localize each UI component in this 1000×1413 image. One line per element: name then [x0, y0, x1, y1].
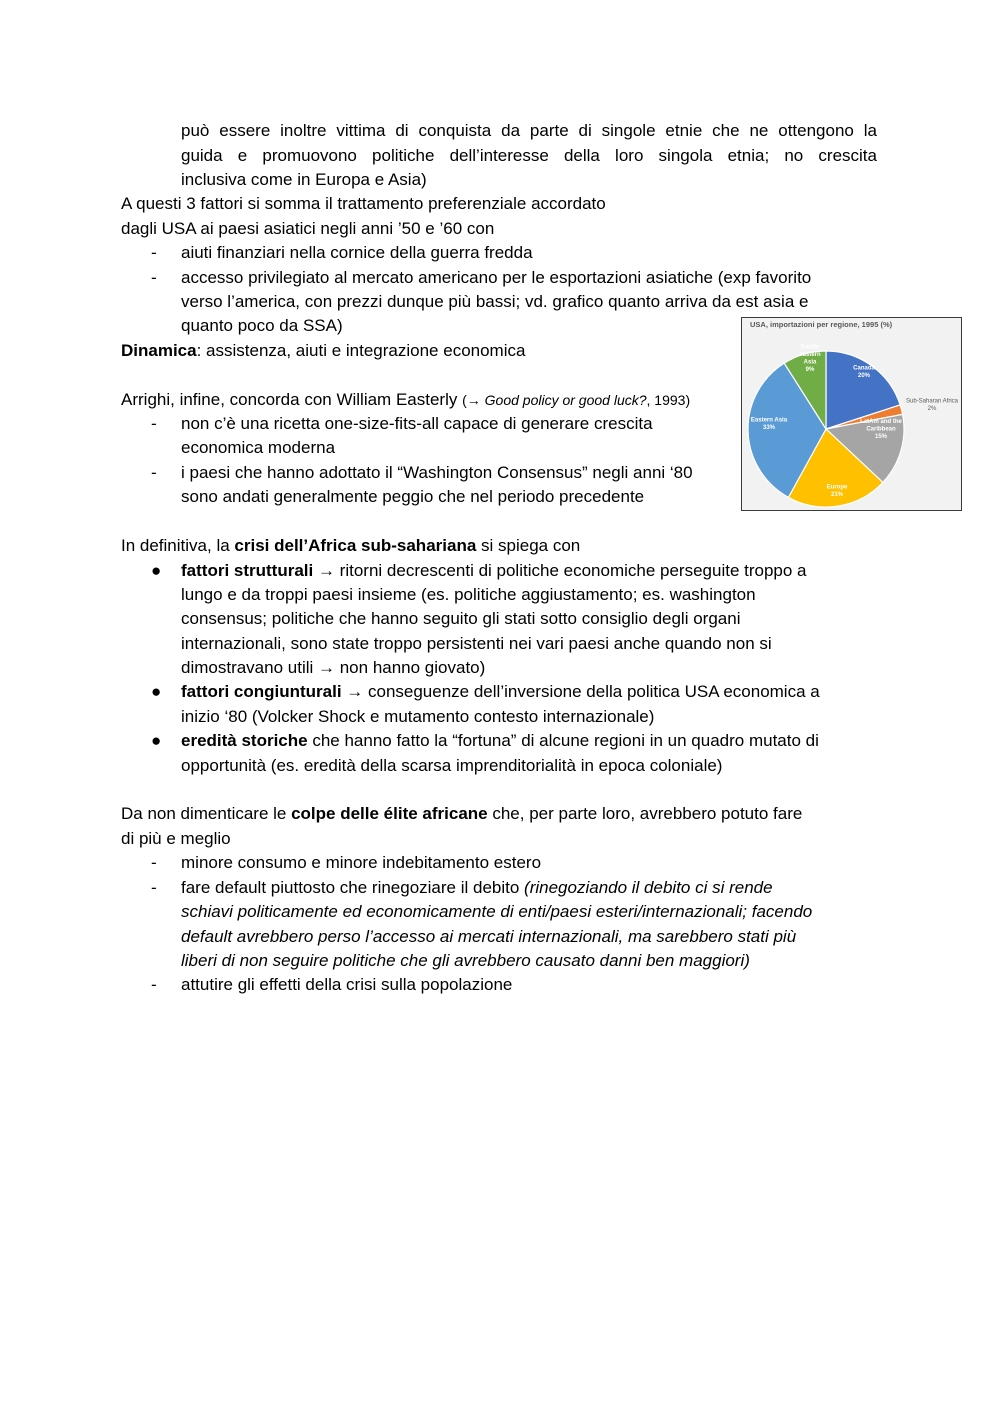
pie-label: South-eastern Asia 9%: [799, 344, 821, 373]
crisi-line: [121, 534, 580, 558]
reference-open: (→: [462, 392, 485, 408]
crisi-text: In definitiva, la: [121, 536, 235, 555]
pie-label: Eastern Asia 33%: [750, 417, 788, 431]
list-item-bold: fattori strutturali: [181, 561, 314, 580]
list-item: aiuti finanziari nella cornice della guerra fredda: [181, 243, 533, 262]
list-item-continuation: [181, 949, 750, 973]
bullet-marker: ●: [151, 731, 162, 750]
pie-chart-figure: [741, 317, 962, 511]
dinamica-line: [121, 339, 525, 363]
list-item-continuation: economica moderna: [181, 438, 336, 457]
bullet-marker: ●: [151, 682, 162, 701]
crisi-bold: crisi dell’Africa sub-sahariana: [234, 536, 477, 555]
list-marker: -: [151, 268, 157, 287]
pie-label: Europe 21%: [826, 484, 848, 498]
list-item-italic: default avrebbero perso l’accesso ai mercati internazionali, ma sarebbero stati più: [181, 927, 797, 946]
list-marker: -: [151, 414, 157, 433]
list-item-continuation: inizio ‘80 (Volcker Shock e mutamento contesto internazionale): [181, 707, 655, 726]
elite-line-2: di più e meglio: [121, 829, 231, 848]
list-item-text: → conseguenze dell’inversione della politica USA economica a: [341, 682, 820, 701]
list-item-italic: schiavi politicamente ed economicamente di enti/paesi esteri/internazionali; facendo: [181, 902, 813, 921]
pie-label: Sub-Saharan Africa 2%: [905, 398, 959, 412]
usa-paragraph-line-2: dagli USA ai paesi asiatici negli anni ’50 e ’60 con: [121, 219, 495, 238]
elite-text: Da non dimenticare le: [121, 804, 292, 823]
dinamica-label: Dinamica: [121, 341, 197, 360]
list-item-continuation: dimostravano utili → non hanno giovato): [181, 658, 486, 677]
list-item-continuation: quanto poco da SSA): [181, 316, 343, 335]
list-item-bold: fattori congiunturali: [181, 682, 342, 701]
chart-title: USA, importazioni per regione, 1995 (%): [750, 320, 893, 329]
bullet-marker: ●: [151, 561, 162, 580]
list-item-continuation: lungo e da troppi paesi insieme (es. politiche aggiustamento; es. washington: [181, 585, 756, 604]
list-item-continuation: sono andati generalmente peggio che nel periodo precedente: [181, 487, 645, 506]
elite-bold: colpe delle élite africane: [291, 804, 488, 823]
arrighi-text: Arrighi, infine, concorda con William Easterly: [121, 390, 463, 409]
intro-line-1: può essere inoltre vittima di conquista da parte di singole etnie che ne ottengono la: [181, 121, 877, 140]
reference-title: Good policy or good luck?: [484, 392, 647, 408]
list-item-continuation: verso l’america, con prezzi dunque più bassi; vd. grafico quanto arriva da est asia e: [181, 292, 809, 311]
intro-line-2: guida e promuovono politiche dell’interesse della loro singola etnia; no crescita: [181, 146, 877, 165]
list-item: minore consumo e minore indebitamento estero: [181, 853, 542, 872]
list-item-continuation: opportunità (es. eredità della scarsa imprenditorialità in epoca coloniale): [181, 756, 723, 775]
list-item-bold: eredità storiche: [181, 731, 308, 750]
reference-close: , 1993): [646, 392, 691, 408]
list-item: [181, 876, 773, 900]
usa-paragraph-line-1: A questi 3 fattori si somma il trattamento preferenziale accordato: [121, 194, 606, 213]
list-item-text: che hanno fatto la “fortuna” di alcune regioni in un quadro mutato di: [307, 731, 819, 750]
list-marker: -: [151, 243, 157, 262]
pie-label: Canada 20%: [853, 365, 875, 379]
list-item: [181, 559, 807, 583]
list-item-continuation: [181, 925, 796, 949]
list-item-text: → ritorni decrescenti di politiche economiche perseguite troppo a: [313, 561, 807, 580]
list-item: i paesi che hanno adottato il “Washington Consensus” negli anni ‘80: [181, 463, 693, 482]
list-item: accesso privilegiato al mercato americano per le esportazioni asiatiche (exp favorito: [181, 268, 812, 287]
arrighi-line: [121, 388, 690, 412]
list-item: attutire gli effetti della crisi sulla popolazione: [181, 975, 513, 994]
elite-suffix: che, per parte loro, avrebbero potuto fare: [487, 804, 803, 823]
list-item-continuation: consensus; politiche che hanno seguito gli stati sotto consiglio degli organi: [181, 609, 741, 628]
pie-chart: [742, 318, 961, 510]
list-item-continuation: [181, 900, 812, 924]
pie-label: LatAm and the Caribbean 15%: [860, 419, 902, 440]
list-item-continuation: internazionali, sono state troppo persistenti nei vari paesi anche quando non si: [181, 634, 772, 653]
dinamica-text: : assistenza, aiuti e integrazione economica: [196, 341, 526, 360]
list-item-italic: liberi di non seguire politiche che gli avrebbero causato danni ben maggiori): [181, 951, 750, 970]
crisi-suffix: si spiega con: [476, 536, 581, 555]
list-item: [181, 729, 819, 753]
list-item-text: fare default piuttosto che rinegoziare il debito: [181, 878, 525, 897]
list-item: non c’è una ricetta one-size-fits-all capace di generare crescita: [181, 414, 653, 433]
elite-line: [121, 802, 802, 826]
list-marker: -: [151, 463, 157, 482]
intro-line-3: inclusiva come in Europa e Asia): [181, 170, 427, 189]
list-item: [181, 680, 820, 704]
list-marker: -: [151, 878, 157, 897]
list-marker: -: [151, 975, 157, 994]
list-marker: -: [151, 853, 157, 872]
list-item-italic: (rinegoziando il debito ci si rende: [524, 878, 773, 897]
